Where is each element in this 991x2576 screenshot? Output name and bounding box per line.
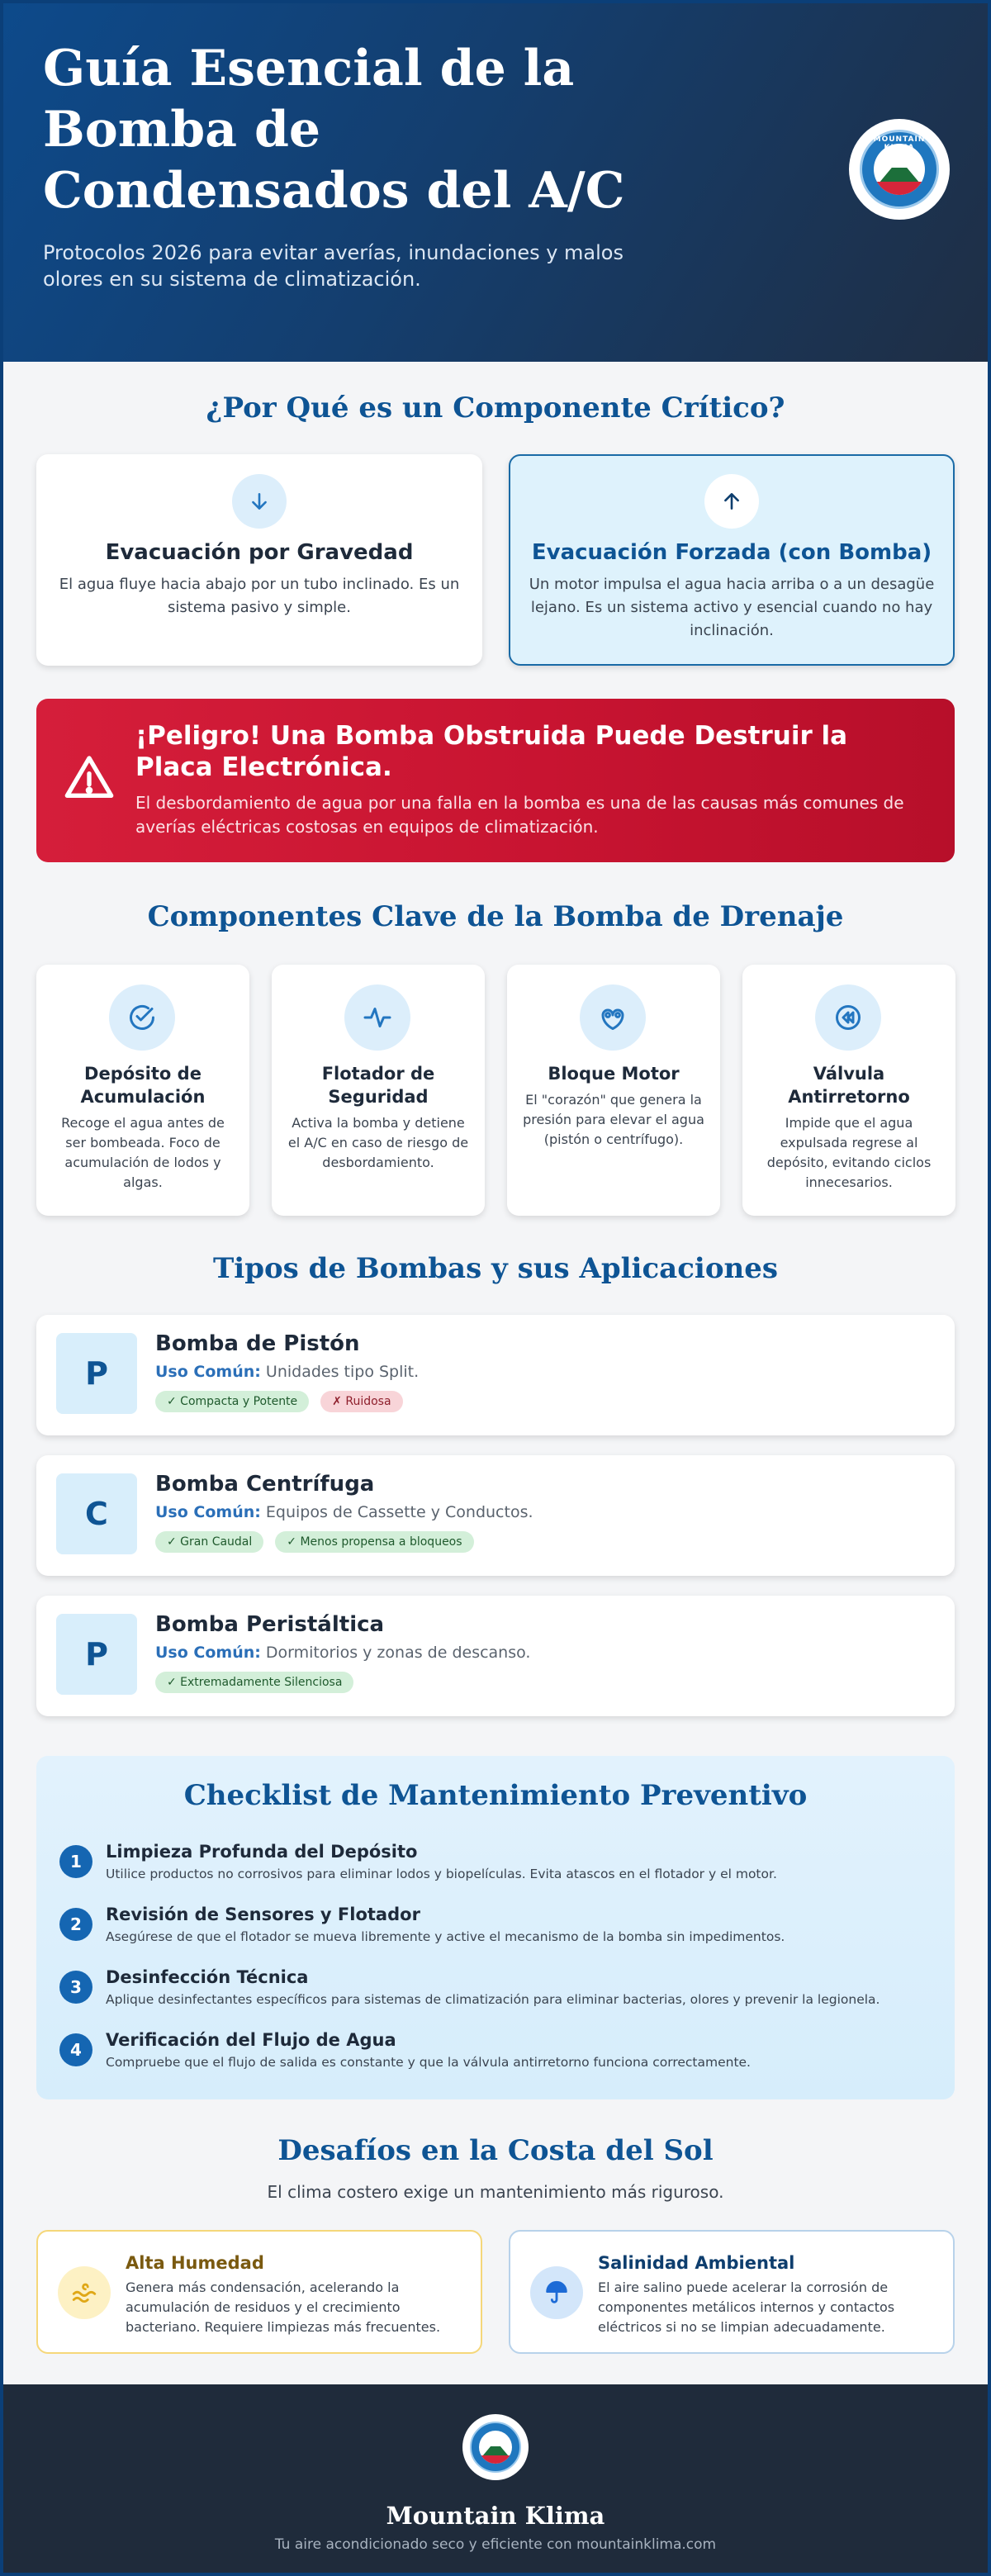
component-card <box>507 965 720 1216</box>
checklist-item-title: Verificación del Flujo de Agua <box>106 2030 396 2050</box>
pump-card <box>509 454 955 666</box>
step-number: 2 <box>59 1908 92 1941</box>
component-title: Válvula Antirretorno <box>788 1064 910 1107</box>
component-text: El "corazón" que genera la presión para elevar el agua (pistón o centrífugo). <box>523 1092 704 1147</box>
humidity-icon <box>58 2266 111 2319</box>
salinity-icon <box>530 2266 583 2319</box>
salinity-card <box>509 2230 955 2354</box>
pulse-icon <box>344 984 410 1051</box>
component-text: Impide que el agua expulsada regrese al depósito, evitando ciclos innecesarios. <box>766 1115 932 1190</box>
pro-tag: ✓ Gran Caudal <box>155 1531 263 1553</box>
type-name: Bomba Centrífuga <box>155 1472 375 1497</box>
type-use: Uso Común: Unidades tipo Split. <box>155 1363 420 1381</box>
motor-icon <box>580 984 646 1051</box>
check-circle-icon <box>109 984 175 1051</box>
header <box>0 0 991 362</box>
step-number: 1 <box>59 1845 92 1878</box>
pro-tag: ✓ Menos propensa a bloqueos <box>275 1531 473 1553</box>
checklist-item-title: Desinfección Técnica <box>106 1967 309 1987</box>
type-letter: C <box>56 1473 137 1554</box>
checklist-item-title: Revisión de Sensores y Flotador <box>106 1905 420 1924</box>
salinity-text: El aire salino puede acelerar la corrosión de componentes metálicos internos y contactos eléctricos si no se limpian adecuadamente. <box>598 2279 895 2335</box>
step-number: 3 <box>59 1971 92 2004</box>
types-section-title: Tipos de Bombas y sus Aplicaciones <box>212 1252 778 1285</box>
component-text: Activa la bomba y detiene el A/C en caso de riesgo de desbordamiento. <box>287 1115 469 1170</box>
type-name: Bomba Peristáltica <box>155 1612 385 1637</box>
con-tag: ✗ Ruidosa <box>320 1391 402 1412</box>
danger-banner <box>36 699 955 862</box>
warning-icon <box>63 752 116 804</box>
brand-logo <box>849 119 950 220</box>
checklist-panel <box>36 1756 955 2099</box>
footer-tagline: Tu aire acondicionado seco y eficiente con mountainklima.com <box>274 2536 717 2553</box>
component-title: Depósito de Acumulación <box>80 1064 206 1107</box>
gravity-card-title: Evacuación por Gravedad <box>105 540 414 565</box>
gravity-card <box>36 454 482 666</box>
checklist-title: Checklist de Mantenimiento Preventivo <box>183 1779 808 1812</box>
component-title: Bloque Motor <box>548 1064 680 1084</box>
type-use: Uso Común: Dormitorios y zonas de descanso. <box>155 1644 531 1662</box>
component-card <box>742 965 955 1216</box>
rewind-circle-icon <box>815 984 881 1051</box>
danger-title: ¡Peligro! Una Bomba Obstruida Puede Destruir la Placa Electrónica. <box>135 721 848 782</box>
footer-brand: Mountain Klima <box>386 2502 605 2530</box>
pump-type-card <box>36 1315 955 1435</box>
pro-tag: ✓ Compacta y Potente <box>155 1391 309 1412</box>
humidity-title: Alta Humedad <box>126 2253 264 2273</box>
component-title: Flotador de Seguridad <box>321 1064 435 1107</box>
checklist-item-text: Asegúrese de que el flotador se mueva libremente y active el mecanismo de la bomba sin impedimentos. <box>106 1929 785 1944</box>
gravity-card-text: El agua fluye hacia abajo por un tubo inclinado. Es un sistema pasivo y simple. <box>59 576 460 616</box>
type-use: Uso Común: Equipos de Cassette y Conductos. <box>155 1503 533 1521</box>
humidity-text: Genera más condensación, acelerando la acumulación de residuos y el crecimiento bacteriano. Requiere limpiezas más frecuentes. <box>126 2279 441 2335</box>
page-title: Guía Esencial de la Bomba de Condensados del A/C <box>43 40 625 220</box>
type-letter: P <box>56 1614 137 1695</box>
pump-type-card <box>36 1455 955 1576</box>
challenges-subtitle: El clima costero exige un mantenimiento más riguroso. <box>267 2182 724 2202</box>
pro-tag: ✓ Extremadamente Silenciosa <box>155 1672 353 1693</box>
component-card <box>272 965 485 1216</box>
components-section-title: Componentes Clave de la Bomba de Drenaje <box>147 900 844 933</box>
checklist-item-title: Limpieza Profunda del Depósito <box>106 1842 418 1862</box>
footer <box>0 2384 991 2576</box>
footer-logo <box>462 2414 529 2480</box>
type-letter: P <box>56 1333 137 1414</box>
type-name: Bomba de Pistón <box>155 1331 360 1356</box>
salinity-title: Salinidad Ambiental <box>598 2253 795 2273</box>
pump-card-title: Evacuación Forzada (con Bomba) <box>531 540 932 565</box>
component-card <box>36 965 249 1216</box>
arrow-down-icon <box>232 474 287 529</box>
checklist-item-text: Utilice productos no corrosivos para eliminar lodos y biopelículas. Evita atascos en el flotador y el motor. <box>106 1867 777 1881</box>
critical-section-title: ¿Por Qué es un Componente Crítico? <box>206 391 785 425</box>
danger-text: El desbordamiento de agua por una falla en la bomba es una de las causas más comunes de averías eléctricas costosas en equipos de climatización. <box>135 793 904 837</box>
pump-type-card <box>36 1596 955 1716</box>
page-subtitle: Protocolos 2026 para evitar averías, inundaciones y malos olores en su sistema de climatización. <box>43 241 624 291</box>
challenges-section-title: Desafíos en la Costa del Sol <box>277 2134 714 2167</box>
logo-text: MOUNTAIN <box>873 135 926 144</box>
component-text: Recoge el agua antes de ser bombeada. Foco de acumulación de lodos y algas. <box>61 1115 225 1190</box>
pump-card-text: Un motor impulsa el agua hacia arriba o a un desagüe lejano. Es un sistema activo y esencial cuando no hay inclinación. <box>529 576 935 639</box>
humidity-card <box>36 2230 482 2354</box>
step-number: 4 <box>59 2033 92 2066</box>
arrow-up-icon <box>704 474 759 529</box>
checklist-item-text: Compruebe que el flujo de salida es constante y que la válvula antirretorno funciona correctamente. <box>106 2055 751 2070</box>
checklist-item-text: Aplique desinfectantes específicos para sistemas de climatización para eliminar bacterias, olores y prevenir la legionela. <box>106 1992 880 2007</box>
